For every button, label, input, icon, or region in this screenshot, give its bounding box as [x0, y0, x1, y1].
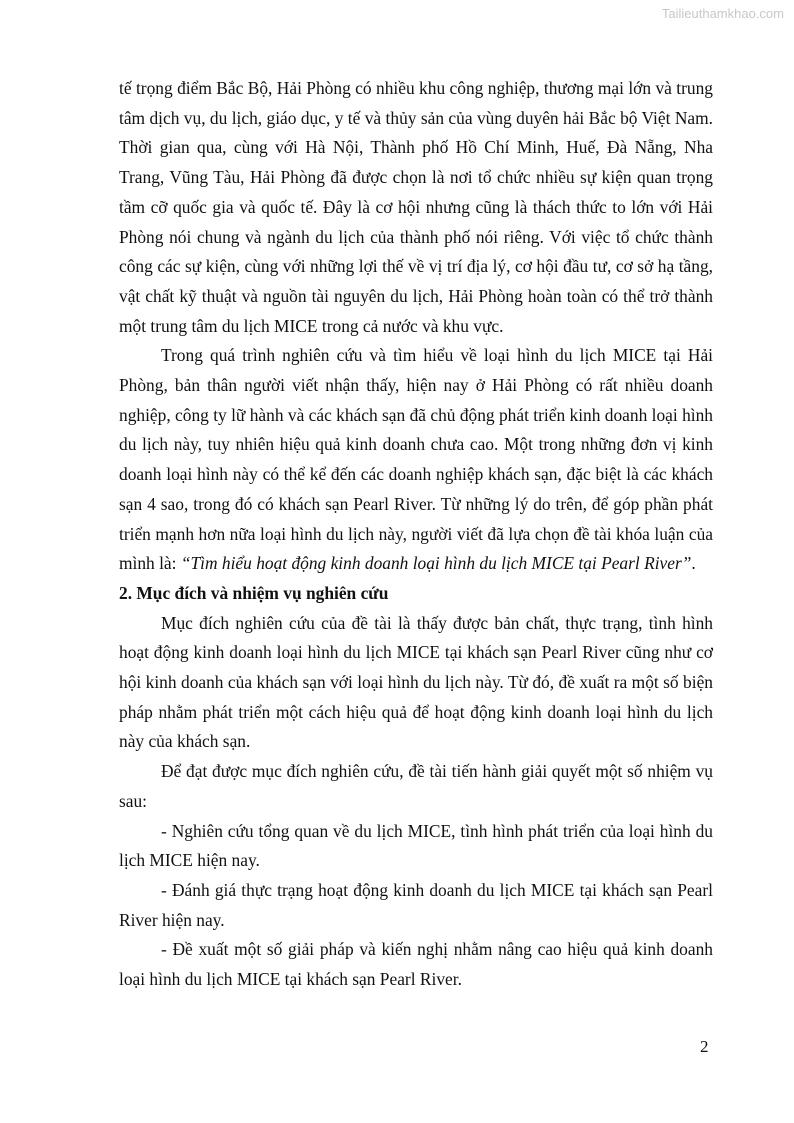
paragraph-purpose: Mục đích nghiên cứu của đề tài là thấy được bản chất, thực trạng, tình hình hoạt động kinh doanh loại hình du lịch MICE tại khách sạn Pearl River cũng như cơ hội kinh doanh của khách sạn với loại hình du lịch này. Từ đó, đề xuất ra một số biện pháp nhằm phát triển một cách hiệu quả để hoạt động kinh doanh loại hình du lịch này của khách sạn.	[119, 612, 713, 752]
section-heading: 2. Mục đích và nhiệm vụ nghiên cứu	[119, 582, 389, 603]
paragraph-tasks-intro: Để đạt được mục đích nghiên cứu, đề tài tiến hành giải quyết một số nhiệm vụ sau:	[119, 761, 713, 811]
task-item: - Đánh giá thực trạng hoạt động kinh doanh du lịch MICE tại khách sạn Pearl River hiện nay.	[119, 879, 713, 930]
task-item: - Nghiên cứu tổng quan về du lịch MICE, tình hình phát triển của loại hình du lịch MICE hiện nay.	[119, 820, 713, 871]
thesis-title: “Tìm hiểu hoạt động kinh doanh loại hình du lịch MICE tại Pearl River”	[180, 553, 692, 574]
watermark: Tailieuthamkhao.com	[661, 6, 784, 21]
page-number: 2	[700, 1037, 709, 1056]
task-item: - Đề xuất một số giải pháp và kiến nghị nhằm nâng cao hiệu quả kinh doanh loại hình du lịch MICE tại khách sạn Pearl River.	[119, 939, 713, 990]
paragraph-text: Trong quá trình nghiên cứu và tìm hiểu về loại hình du lịch MICE tại Hải Phòng, bản thân người viết nhận thấy, hiện nay ở Hải Phòng có rất nhiều doanh nghiệp, công ty lữ hành và các khách sạn đã chủ động phát triển kinh doanh loại hình du lịch này, tuy nhiên hiệu quả kinh doanh chưa cao. Một trong những đơn vị kinh doanh loại hình này có thể kể đến các doanh nghiệp khách sạn, đặc biệt là các khách sạn 4 sao, trong đó có khách sạn Pearl River. Từ những lý do trên, để góp phần phát triển mạnh hơn nữa loại hình du lịch này, người viết đã lựa chọn đề tài khóa luận của mình là:	[119, 345, 713, 574]
paragraph-continuation: tế trọng điểm Bắc Bộ, Hải Phòng có nhiều khu công nghiệp, thương mại lớn và trung tâm dịch vụ, du lịch, giáo dục, y tế và thủy sản của vùng duyên hải Bắc bộ Việt Nam. Thời gian qua, cùng với Hà Nội, Thành phố Hồ Chí Minh, Huế, Đà Nẵng, Nha Trang, Vũng Tàu, Hải Phòng đã được chọn là nơi tổ chức nhiều sự kiện quan trọng tầm cỡ quốc gia và quốc tế. Đây là cơ hội nhưng cũng là thách thức to lớn với Hải Phòng nói chung và ngành du lịch của thành phố nói riêng. Với việc tổ chức thành công các sự kiện, cùng với những lợi thế về vị trí địa lý, cơ hội đầu tư, cơ sở hạ tầng, vật chất kỹ thuật và nguồn tài nguyên du lịch, Hải Phòng hoàn toàn có thể trở thành một trung tâm du lịch MICE trong cả nước và khu vực.	[119, 78, 713, 336]
paragraph-end: .	[691, 553, 696, 574]
document-body	[119, 74, 713, 995]
paragraph-research-context	[119, 341, 713, 579]
